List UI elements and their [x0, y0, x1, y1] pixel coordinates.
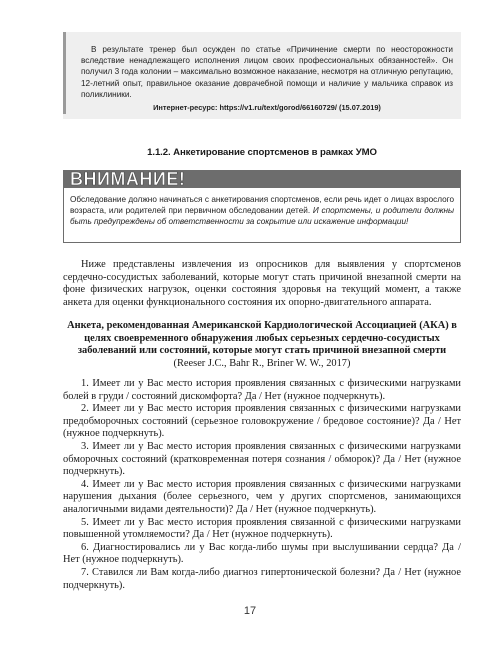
case-example-box — [63, 32, 461, 119]
section-title: 1.1.2. Анкетирование спортсменов в рамках УМО — [147, 147, 377, 158]
questionnaire-title-bold: Анкета, рекомендованная Американской Кардиологической Ассоциацией (АКА) в целях своевременного обнаружения любых серьезных сердечно-сосудистых заболеваний или состояний, которые могут стать причиной внезапной смерти — [67, 320, 457, 357]
question-item: 7. Ставился ли Вам когда-либо диагноз гипертонической болезни? Да / Нет (нужное подчеркнуть). — [63, 566, 461, 591]
intro-paragraph: Ниже представлены извлечения из опросников для выявления у спортсменов сердечно-сосудистых заболеваний, которые могут стать причиной внезапной смерти на фоне физических нагрузок, оценки состояния здоровья на текущий момент, а также анкета для оценки функционального состояния их опорно-двигательного аппарата. — [63, 259, 461, 308]
question-item: 4. Имеет ли у Вас место история проявления связанных с физическими нагрузками нарушения дыхания (более серьезного, чем у других спортсменов, занимающихся аналогичными видами деятельности)? Да / Нет (нужное подчеркнуть). — [63, 478, 461, 515]
question-item: 5. Имеет ли у Вас место история проявления связанной с физическими нагрузками повышенной утомляемости? Да / Нет (нужное подчеркнуть). — [63, 516, 461, 541]
questionnaire-title — [63, 320, 461, 370]
attention-title: ВНИМАНИЕ! — [70, 169, 186, 189]
attention-text — [70, 194, 454, 227]
attention-text-italic: И спортсмены, и родители должны быть предупреждены об ответственности за сокрытие или искажение информации! — [70, 206, 454, 226]
question-list — [63, 378, 461, 592]
attention-box — [63, 170, 461, 243]
question-item: 6. Диагностировались ли у Вас когда-либо шумы при выслушивании сердца? Да / Нет (нужное подчеркнуть). — [63, 541, 461, 566]
case-source-reference: Интернет-ресурс: https://v1.ru/text/gorod/66160729/ (15.07.2019) — [153, 103, 381, 113]
question-item: 1. Имеет ли у Вас место история проявления связанных с физическими нагрузками болей в груди / состояний дискомфорта? Да / Нет (нужное подчеркнуть). — [63, 378, 461, 402]
questionnaire-reference: (Reeser J.C., Bahr R., Briner W. W., 2017) — [173, 357, 351, 369]
question-item: 2. Имеет ли у Вас место история проявления связанных с физическими нагрузками предобморочных состояний (серьезное головокружение / бредовое состояние)? Да / Нет (нужное подчеркнуть). — [63, 403, 461, 440]
case-box-accent-line — [63, 32, 66, 114]
case-example-text: В результате тренер был осужден по статье «Причинение смерти по неосторожности вследствие ненадлежащего исполнения лицом своих профессиональных обязанностей». Он получил 3 года колонии – максимально возможное наказание, несмотря на отличную репутацию, 12-летний опыт, правильное оказание доврачебной помощи и наличие у мальчика справок из поликлиники. — [81, 45, 453, 99]
question-item: 3. Имеет ли у Вас место история проявления связанных с физическими нагрузками обморочных состояний (кратковременная потеря сознания / обморок)? Да / Нет (нужное подчеркнуть). — [63, 440, 461, 478]
page-number: 17 — [243, 605, 257, 617]
attention-text-regular: Обследование должно начинаться с анкетирования спортсменов, если речь идет о лицах взрослого возраста, или родителей при первичном обследовании детей. — [70, 195, 454, 215]
